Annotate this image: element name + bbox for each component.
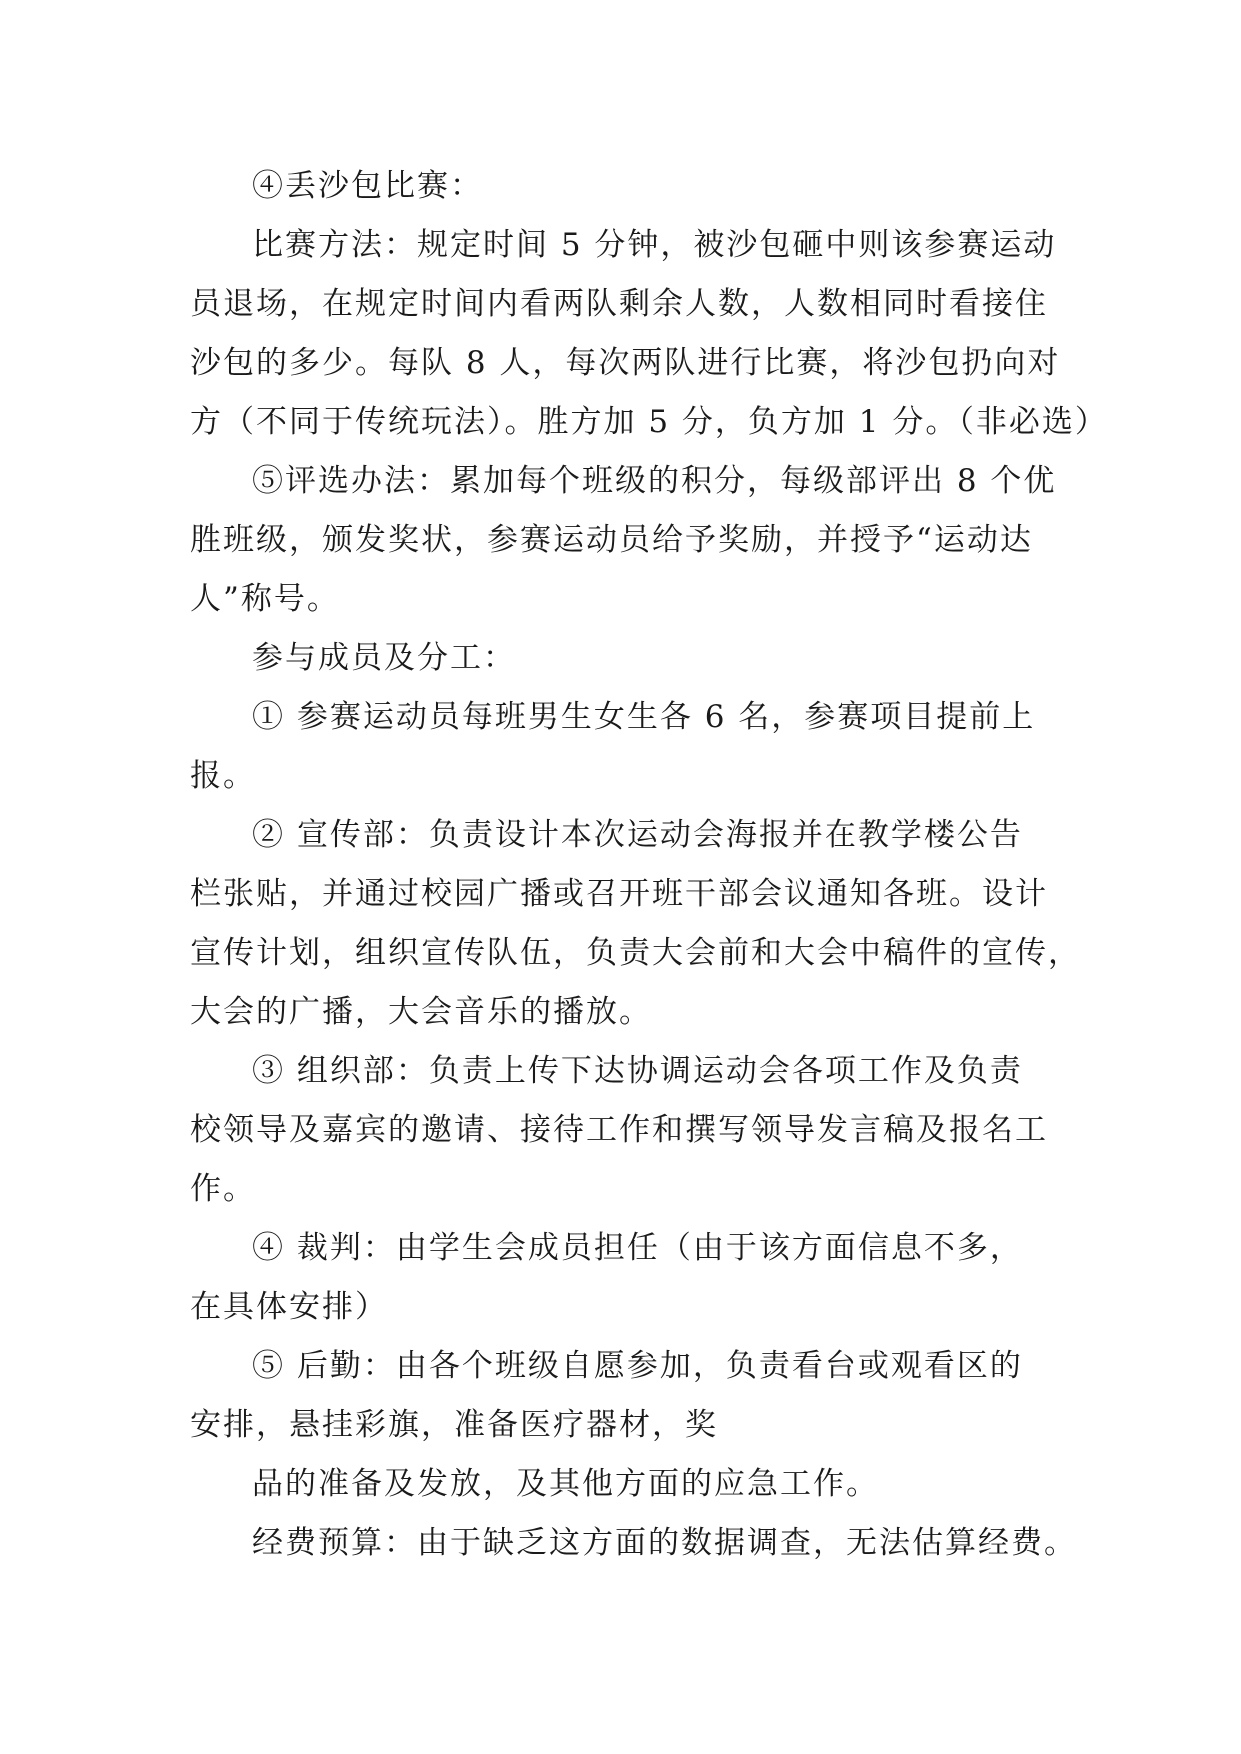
text-line: 安排，悬挂彩旗，准备医疗器材，奖	[190, 1407, 718, 1443]
text-line: ⑤ 后勤：由各个班级自愿参加，负责看台或观看区的	[252, 1348, 1023, 1384]
text-line: 员退场，在规定时间内看两队剩余人数，人数相同时看接住	[190, 286, 1048, 322]
text-line: 胜班级，颁发奖状，参赛运动员给予奖励，并授予“运动达	[190, 522, 1033, 558]
text-line: 报。	[190, 758, 256, 794]
text-line: 人”称号。	[190, 581, 340, 617]
text-line: 沙包的多少。每队 8 人，每次两队进行比赛，将沙包扔向对	[190, 345, 1061, 381]
text-line: 栏张贴，并通过校园广播或召开班干部会议通知各班。设计	[190, 876, 1048, 912]
text-line: ② 宣传部：负责设计本次运动会海报并在教学楼公告	[252, 817, 1023, 853]
text-line: 方（不同于传统玩法）。胜方加 5 分，负方加 1 分。（非必选）	[190, 404, 1108, 440]
text-line: 在具体安排）	[190, 1289, 388, 1325]
text-line: 比赛方法：规定时间 5 分钟，被沙包砸中则该参赛运动	[252, 227, 1057, 263]
text-line: ① 参赛运动员每班男生女生各 6 名，参赛项目提前上	[252, 699, 1036, 735]
text-line: ⑤评选办法：累加每个班级的积分，每级部评出 8 个优	[252, 463, 1057, 499]
text-line: ④ 裁判：由学生会成员担任（由于该方面信息不多，	[252, 1230, 1023, 1266]
text-line: 大会的广播，大会音乐的播放。	[190, 994, 652, 1030]
text-line: ④丢沙包比赛：	[252, 168, 483, 204]
text-line: 宣传计划，组织宣传队伍，负责大会前和大会中稿件的宣传，	[190, 935, 1081, 971]
section-heading: 参与成员及分工：	[252, 640, 516, 676]
text-line: 品的准备及发放，及其他方面的应急工作。	[252, 1466, 879, 1502]
text-line: 经费预算：由于缺乏这方面的数据调查，无法估算经费。	[252, 1525, 1077, 1561]
text-line: 校领导及嘉宾的邀请、接待工作和撰写领导发言稿及报名工	[190, 1112, 1048, 1148]
text-line: 作。	[190, 1171, 256, 1207]
text-line: ③ 组织部：负责上传下达协调运动会各项工作及负责	[252, 1053, 1023, 1089]
